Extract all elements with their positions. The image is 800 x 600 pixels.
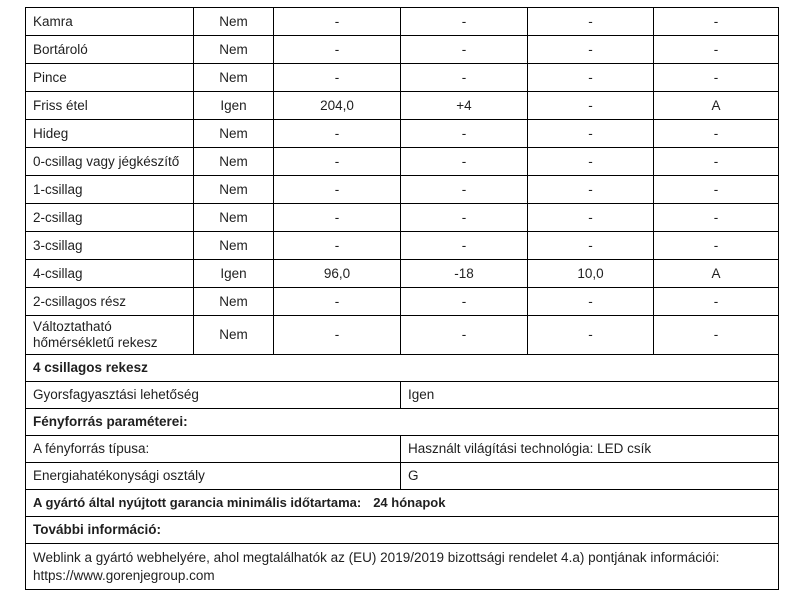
compartment-row	[26, 176, 779, 204]
compartment-row	[26, 260, 779, 288]
weblink-cell	[26, 544, 779, 590]
spec-value-cell: -	[654, 8, 779, 36]
spec-value-cell: -	[274, 64, 401, 92]
warranty-cell	[26, 490, 779, 517]
spec-value-cell: -	[274, 204, 401, 232]
spec-value-cell: -	[274, 232, 401, 260]
section-header-light-source: Fényforrás paraméterei:	[26, 409, 779, 436]
spec-value-cell: 96,0	[274, 260, 401, 288]
compartment-row	[26, 288, 779, 316]
spec-label-cell: 3-csillag	[26, 232, 194, 260]
spec-value-cell: 10,0	[528, 260, 654, 288]
spec-value-cell: -	[401, 64, 528, 92]
spec-flag-cell: Nem	[194, 120, 274, 148]
spec-value-cell: -	[274, 176, 401, 204]
spec-value-cell: -	[528, 8, 654, 36]
section-header-row	[26, 355, 779, 382]
spec-value-cell: -	[528, 92, 654, 120]
spec-flag-cell: Nem	[194, 232, 274, 260]
spec-flag-cell: Nem	[194, 64, 274, 92]
weblink-url: https://www.gorenjegroup.com	[33, 567, 215, 583]
spec-flag-cell: Nem	[194, 288, 274, 316]
spec-value-cell: G	[401, 463, 779, 490]
spec-value-cell: -	[528, 316, 654, 355]
spec-value-cell: -	[654, 204, 779, 232]
section-header-row	[26, 409, 779, 436]
spec-label-cell: Energiahatékonysági osztály	[26, 463, 401, 490]
spec-value-cell: -	[654, 36, 779, 64]
product-spec-table	[25, 7, 779, 590]
spec-label-cell: 1-csillag	[26, 176, 194, 204]
compartment-row	[26, 232, 779, 260]
compartment-row	[26, 316, 779, 355]
spec-value-cell: -	[401, 36, 528, 64]
spec-value-cell: -18	[401, 260, 528, 288]
spec-value-cell: -	[274, 36, 401, 64]
spec-value-cell: -	[654, 148, 779, 176]
warranty-row	[26, 490, 779, 517]
spec-pair-row	[26, 463, 779, 490]
spec-value-cell: -	[654, 316, 779, 355]
spec-value-cell: -	[401, 204, 528, 232]
spec-value-cell: -	[654, 176, 779, 204]
spec-flag-cell: Nem	[194, 8, 274, 36]
compartment-row	[26, 64, 779, 92]
spec-label-cell: 2-csillag	[26, 204, 194, 232]
spec-flag-cell: Nem	[194, 204, 274, 232]
spec-flag-cell: Nem	[194, 36, 274, 64]
warranty-value: 24 hónapok	[373, 495, 446, 510]
section-header-more-info: További információ:	[26, 517, 779, 544]
section-header-four-star: 4 csillagos rekesz	[26, 355, 779, 382]
spec-value-cell: -	[528, 232, 654, 260]
spec-value-cell: -	[401, 148, 528, 176]
spec-value-cell: -	[401, 176, 528, 204]
spec-flag-cell: Nem	[194, 316, 274, 355]
spec-value-cell: -	[528, 148, 654, 176]
spec-value-cell: +4	[401, 92, 528, 120]
weblink-text: Weblink a gyártó webhelyére, ahol megtalálhatók az (EU) 2019/2019 bizottsági rendelet 4.a) pontjának információi:	[33, 549, 720, 565]
compartment-row	[26, 120, 779, 148]
spec-label-cell: Kamra	[26, 8, 194, 36]
spec-flag-cell: Igen	[194, 92, 274, 120]
warranty-label: A gyártó által nyújtott garancia minimális időtartama:	[33, 495, 362, 510]
spec-label-cell: Változtatható hőmérsékletű rekesz	[26, 316, 194, 355]
spec-flag-cell: Igen	[194, 260, 274, 288]
spec-value-cell: -	[654, 64, 779, 92]
compartment-row	[26, 8, 779, 36]
spec-label-cell: Friss étel	[26, 92, 194, 120]
spec-value-cell: -	[528, 176, 654, 204]
spec-value-cell: -	[401, 232, 528, 260]
spec-flag-cell: Nem	[194, 148, 274, 176]
spec-value-cell: Igen	[401, 382, 779, 409]
spec-value-cell: -	[654, 232, 779, 260]
spec-label-cell: Bortároló	[26, 36, 194, 64]
spec-value-cell: A	[654, 92, 779, 120]
compartment-row	[26, 148, 779, 176]
compartment-row	[26, 36, 779, 64]
spec-label-cell: 0-csillag vagy jégkészítő	[26, 148, 194, 176]
spec-label-cell: A fényforrás típusa:	[26, 436, 401, 463]
spec-value-cell: -	[401, 8, 528, 36]
spec-label-cell: Hideg	[26, 120, 194, 148]
spec-value-cell: Használt világítási technológia: LED csík	[401, 436, 779, 463]
spec-value-cell: -	[274, 8, 401, 36]
spec-value-cell: -	[274, 288, 401, 316]
spec-value-cell: -	[528, 120, 654, 148]
compartment-row	[26, 92, 779, 120]
spec-value-cell: -	[654, 288, 779, 316]
spec-value-cell: -	[528, 64, 654, 92]
spec-value-cell: -	[274, 316, 401, 355]
spec-value-cell: 204,0	[274, 92, 401, 120]
spec-value-cell: -	[528, 36, 654, 64]
spec-value-cell: -	[274, 148, 401, 176]
spec-value-cell: -	[401, 288, 528, 316]
spec-value-cell: -	[401, 120, 528, 148]
spec-value-cell: -	[401, 316, 528, 355]
spec-value-cell: -	[528, 288, 654, 316]
spec-pair-row	[26, 382, 779, 409]
compartment-row	[26, 204, 779, 232]
spec-label-cell: 4-csillag	[26, 260, 194, 288]
spec-value-cell: -	[274, 120, 401, 148]
spec-value-cell: -	[654, 120, 779, 148]
spec-label-cell: Gyorsfagyasztási lehetőség	[26, 382, 401, 409]
spec-label-cell: 2-csillagos rész	[26, 288, 194, 316]
spec-value-cell: A	[654, 260, 779, 288]
spec-flag-cell: Nem	[194, 176, 274, 204]
spec-label-cell: Pince	[26, 64, 194, 92]
weblink-row	[26, 544, 779, 590]
spec-value-cell: -	[528, 204, 654, 232]
spec-pair-row	[26, 436, 779, 463]
section-header-row	[26, 517, 779, 544]
